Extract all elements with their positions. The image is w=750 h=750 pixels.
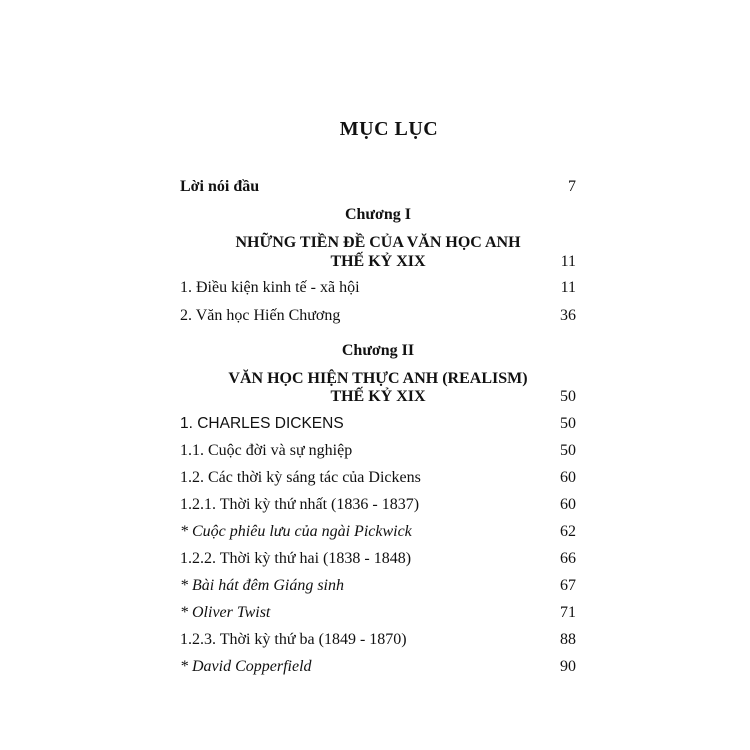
toc-entry[interactable]: [180, 277, 576, 299]
entry-label: * Oliver Twist: [180, 604, 271, 621]
toc-entry[interactable]: [180, 305, 576, 327]
entry-page: 88: [560, 631, 576, 648]
entry-page: 11: [560, 253, 576, 270]
toc-entry[interactable]: [180, 548, 576, 570]
entry-page: 50: [560, 388, 576, 405]
entry-label: * David Copperfield: [180, 658, 312, 675]
chapter-1-title-line1: NHỮNG TIỀN ĐỀ CỦA VĂN HỌC ANH: [235, 234, 521, 251]
toc-entry[interactable]: [180, 413, 576, 435]
toc-entry[interactable]: [180, 440, 576, 462]
entry-page: 66: [560, 550, 576, 567]
toc-entry[interactable]: [180, 521, 576, 543]
chapter-2-title-line2[interactable]: [180, 386, 576, 408]
toc-entry[interactable]: [180, 467, 576, 489]
entry-label: * Bài hát đêm Giáng sinh: [180, 577, 344, 594]
entry-label: 2. Văn học Hiến Chương: [180, 307, 341, 324]
page-title: MỤC LỤC: [339, 118, 439, 140]
entry-label: 1.2.2. Thời kỳ thứ hai (1838 - 1848): [180, 550, 412, 567]
toc-entry[interactable]: [180, 656, 576, 678]
toc-entry-preface[interactable]: [180, 176, 576, 198]
entry-label: 1.2.3. Thời kỳ thứ ba (1849 - 1870): [180, 631, 407, 648]
chapter-1-title-text: THẾ KỶ XIX: [330, 253, 426, 270]
toc-entry[interactable]: [180, 575, 576, 597]
entry-page: 90: [560, 658, 576, 675]
entry-page: 71: [560, 604, 576, 621]
entry-page: 7: [568, 178, 576, 195]
chapter-1-title-line2[interactable]: [180, 251, 576, 273]
entry-page: 50: [560, 415, 576, 432]
entry-label: * Cuộc phiêu lưu của ngài Pickwick: [180, 523, 412, 540]
entry-label: Lời nói đầu: [180, 178, 260, 195]
entry-page: 11: [560, 279, 576, 296]
entry-page: 67: [560, 577, 576, 594]
chapter-2-title-line1: VĂN HỌC HIỆN THỰC ANH (REALISM): [228, 370, 528, 387]
entry-label: 1. CHARLES DICKENS: [180, 415, 344, 432]
chapter-2-title-text: THẾ KỶ XIX: [330, 388, 426, 405]
entry-label: 1. Điều kiện kinh tế - xã hội: [180, 279, 360, 296]
chapter-1-label: Chương I: [344, 206, 412, 223]
entry-label: 1.1. Cuộc đời và sự nghiệp: [180, 442, 353, 459]
entry-page: 60: [560, 469, 576, 486]
entry-page: 50: [560, 442, 576, 459]
entry-page: 60: [560, 496, 576, 513]
toc-entry[interactable]: [180, 602, 576, 624]
entry-label: 1.2.1. Thời kỳ thứ nhất (1836 - 1837): [180, 496, 420, 513]
toc-entry[interactable]: [180, 494, 576, 516]
chapter-2-label: Chương II: [341, 342, 415, 359]
entry-page: 36: [560, 307, 576, 324]
entry-page: 62: [560, 523, 576, 540]
entry-label: 1.2. Các thời kỳ sáng tác của Dickens: [180, 469, 421, 486]
toc-entry[interactable]: [180, 629, 576, 651]
